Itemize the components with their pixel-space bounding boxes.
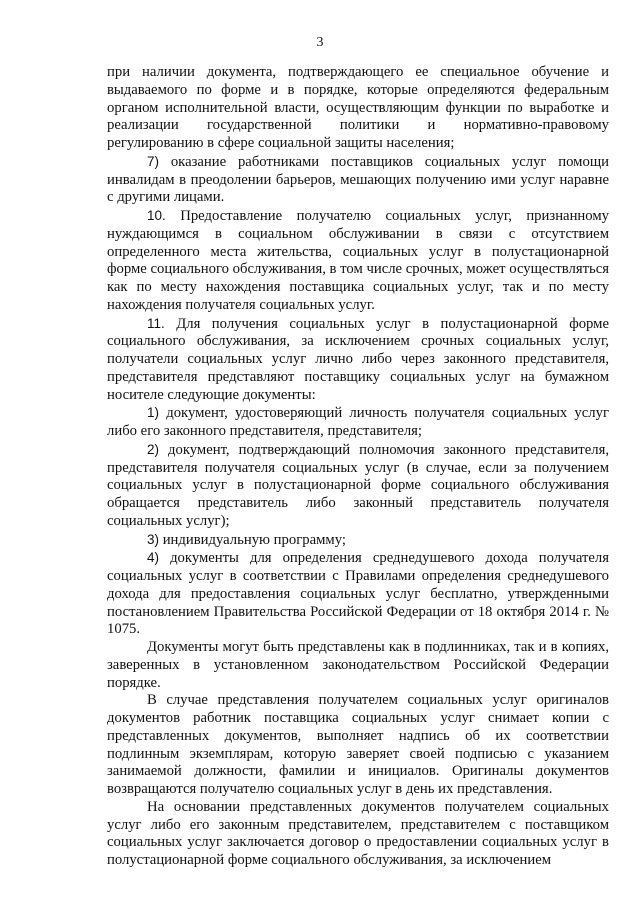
list-item-7 [107,153,609,207]
list-marker: 3) [147,531,160,547]
clause-11 [107,315,609,405]
list-item-1 [107,404,609,441]
clause-text: Для получения социальных услуг в полустационарной форме социального обслуживания, за исключением срочных социальных услуг, получатели социальных услуг лично либо через законного представителя, представителя представляют поставщику социальных услуг на бумажном носителе следующие документы: [107,315,609,403]
list-marker: 2) [147,441,160,457]
paragraph-continuation: при наличии документа, подтверждающего ее специальное обучение и выдаваемого по форме и в порядке, которые определяются федеральным органом исполнительной власти, осуществляющим функции по выработке и реализации государственной политики и нормативно-правовому регулированию в сфере социальной защиты населения; [107,64,609,151]
list-item-text: документ, удостоверяющий личность получателя социальных услуг либо его законного представителя, представителя; [107,405,609,439]
list-item-text: оказание работниками поставщиков социальных услуг помощи инвалидам в преодолении барьеров, мешающих получению ими услуг наравне с другими лицами. [107,153,609,206]
paragraph-documents-copies: Документы могут быть представлены как в подлинниках, так и в копиях, заверенных в установленном законодательством Российской Федерации порядке. [107,639,609,691]
paragraph-contract: На основании представленных документов получателем социальных услуг либо его законным представителем, представителем с поставщиком социальных услуг заключается договор о предоставлении социальных услуг в полустационарной форме социального обслуживания, за исключением [107,798,609,868]
list-marker: 7) [147,153,160,169]
list-item-text: индивидуальную программу; [159,531,346,548]
list-marker: 1) [147,405,160,421]
document-body [107,64,609,870]
paragraph-originals: В случае представления получателем социальных услуг оригиналов документов работник поставщика социальных услуг снимает копии с представленных документов, выполняет надпись об их соответствии подлинным экземплярам, которую заверяет своей подписью с указанием занимаемой должности, фамилии и инициалов. Оригиналы документов возвращаются получателю социальных услуг в день их представления. [107,692,609,797]
list-item-2 [107,441,609,531]
clause-number: 11. [147,315,165,331]
list-item-text: документы для определения среднедушевого дохода получателя социальных услуг в соответствии с Правилами определения среднедушевого дохода для предоставления социальных услуг бесплатно, утвержденными постановлением Правительства Российской Федерации от 18 октября 2014 г. № 1075. [107,550,609,638]
clause-number: 10. [147,208,166,223]
list-item-4 [107,549,609,639]
clause-text: Предоставление получателю социальных услуг, признанному нуждающимся в социальном обслуживании в связи с отсутствием определенного места жительства, социальных услуг в полустационарной форме социального обслуживания, в том числе срочных, может осуществляться как по месту нахождения поставщика социальных услуг, так и по месту нахождения получателя социальных услуг. [107,208,609,313]
clause-10 [107,207,609,315]
list-item-3 [107,531,609,550]
list-marker: 4) [147,550,160,566]
page-number: 3 [316,35,324,50]
list-item-text: документ, подтверждающий полномочия законного представителя, представителя получателя социальных услуг (в случае, если за получением социальных услуг в полустационарной форме социального обслуживания обращается представитель либо законный представитель получателя социальных услуг); [107,441,609,529]
